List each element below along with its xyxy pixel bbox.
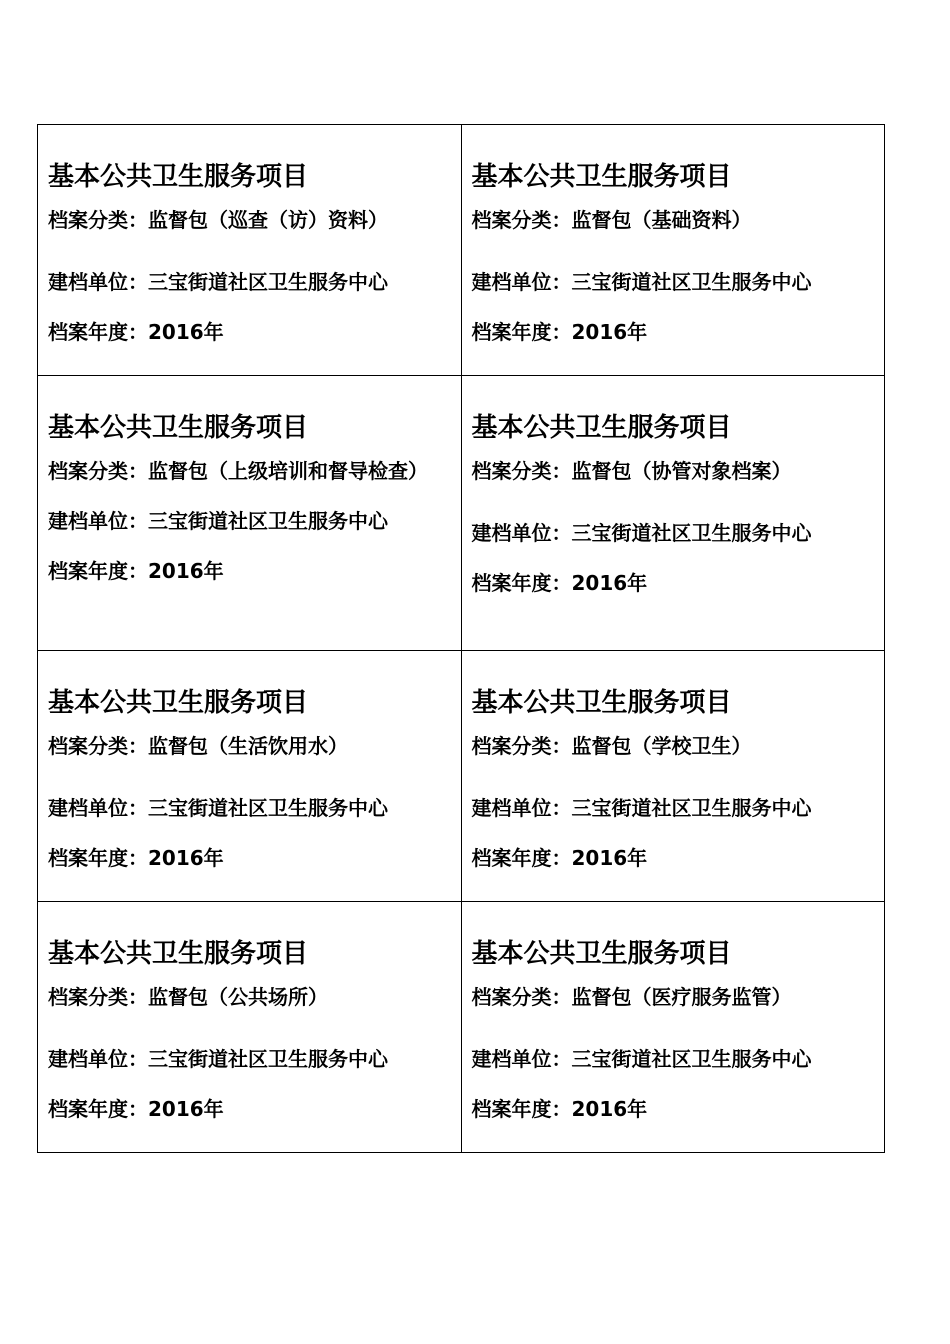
label-row bbox=[38, 125, 885, 376]
card-title: 基本公共卫生服务项目 bbox=[48, 688, 309, 718]
label-row bbox=[38, 376, 885, 651]
card-unit: 建档单位：三宝街道社区卫生服务中心 bbox=[471, 521, 812, 545]
card-year: 档案年度：2016年 bbox=[48, 559, 224, 583]
archive-label-card bbox=[38, 376, 462, 651]
archive-label-card bbox=[461, 902, 885, 1153]
card-unit: 建档单位：三宝街道社区卫生服务中心 bbox=[48, 796, 388, 820]
card-unit: 建档单位：三宝街道社区卫生服务中心 bbox=[471, 270, 812, 294]
card-unit: 建档单位：三宝街道社区卫生服务中心 bbox=[471, 796, 812, 820]
archive-label-card bbox=[461, 125, 885, 376]
archive-label-card bbox=[38, 902, 462, 1153]
card-unit: 建档单位：三宝街道社区卫生服务中心 bbox=[48, 270, 388, 294]
card-title: 基本公共卫生服务项目 bbox=[471, 413, 732, 443]
card-year: 档案年度：2016年 bbox=[48, 1097, 224, 1121]
card-year: 档案年度：2016年 bbox=[471, 571, 648, 595]
card-category: 档案分类：监督包（公共场所） bbox=[48, 985, 328, 1009]
label-row bbox=[38, 651, 885, 902]
card-year: 档案年度：2016年 bbox=[48, 320, 224, 344]
card-title: 基本公共卫生服务项目 bbox=[48, 939, 309, 969]
card-category: 档案分类：监督包（协管对象档案） bbox=[471, 459, 792, 483]
card-title: 基本公共卫生服务项目 bbox=[471, 688, 732, 718]
card-category: 档案分类：监督包（巡查（访）资料） bbox=[48, 208, 388, 232]
card-year: 档案年度：2016年 bbox=[471, 1097, 648, 1121]
card-title: 基本公共卫生服务项目 bbox=[471, 162, 732, 192]
archive-label-card bbox=[38, 651, 462, 902]
card-category: 档案分类：监督包（医疗服务监管） bbox=[471, 985, 792, 1009]
card-category: 档案分类：监督包（生活饮用水） bbox=[48, 734, 348, 758]
card-title: 基本公共卫生服务项目 bbox=[48, 162, 309, 192]
card-unit: 建档单位：三宝街道社区卫生服务中心 bbox=[48, 509, 388, 533]
card-category: 档案分类：监督包（上级培训和督导检查） bbox=[48, 459, 428, 483]
card-year: 档案年度：2016年 bbox=[471, 320, 648, 344]
archive-label-card bbox=[461, 651, 885, 902]
card-title: 基本公共卫生服务项目 bbox=[471, 939, 732, 969]
archive-label-card bbox=[38, 125, 462, 376]
card-unit: 建档单位：三宝街道社区卫生服务中心 bbox=[48, 1047, 388, 1071]
card-category: 档案分类：监督包（基础资料） bbox=[471, 208, 752, 232]
card-year: 档案年度：2016年 bbox=[471, 846, 648, 870]
archive-label-card bbox=[461, 376, 885, 651]
card-unit: 建档单位：三宝街道社区卫生服务中心 bbox=[471, 1047, 812, 1071]
archive-label-table bbox=[37, 124, 885, 1153]
card-category: 档案分类：监督包（学校卫生） bbox=[471, 734, 752, 758]
card-title: 基本公共卫生服务项目 bbox=[48, 413, 309, 443]
label-row bbox=[38, 902, 885, 1153]
card-year: 档案年度：2016年 bbox=[48, 846, 224, 870]
